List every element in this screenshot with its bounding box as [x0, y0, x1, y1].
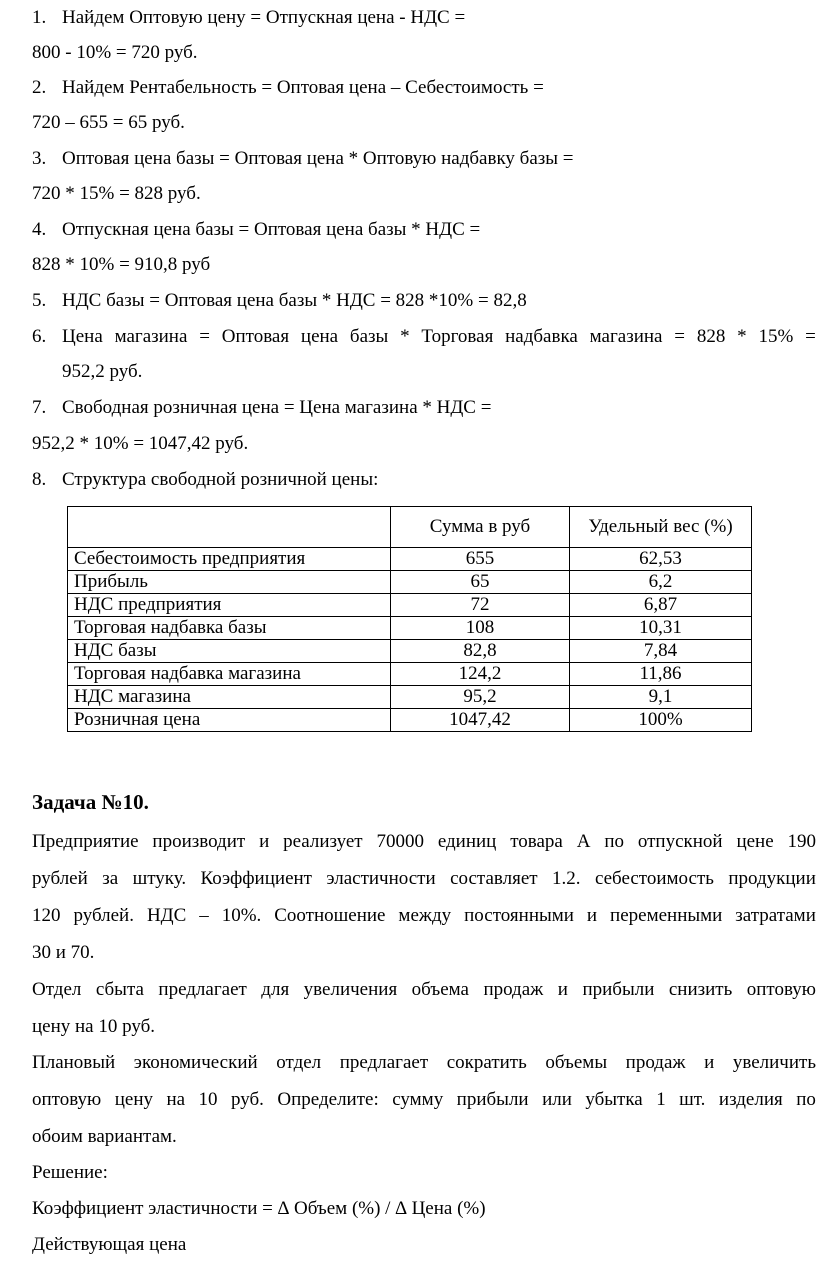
task-para2-line: Отдел сбыта предлагает для увеличения объема продаж и прибыли снизить оптовую	[32, 979, 816, 1000]
step-5	[32, 289, 527, 313]
share-cell: 7,84	[570, 640, 752, 663]
table-row	[68, 571, 752, 594]
step-4	[32, 218, 480, 242]
amount-cell: 72	[391, 594, 570, 617]
amount-cell: 108	[391, 617, 570, 640]
step-text: Структура свободной розничной цены:	[62, 469, 379, 490]
step-text: НДС базы = Оптовая цена базы * НДС = 828 *10% = 82,8	[62, 290, 527, 311]
table-row	[68, 686, 752, 709]
table-header-row	[68, 507, 752, 548]
step-7-calc: 952,2 * 10% = 1047,42 руб.	[32, 433, 249, 454]
table-row	[68, 709, 752, 732]
step-6-number: 6.	[32, 326, 47, 347]
table-row	[68, 663, 752, 686]
step-number: 3.	[32, 148, 47, 169]
step-7	[32, 396, 491, 420]
solution-label: Решение:	[32, 1162, 108, 1183]
share-cell: 11,86	[570, 663, 752, 686]
row-label-cell: Розничная цена	[68, 709, 391, 732]
step-3-calc: 720 * 15% = 828 руб.	[32, 183, 201, 204]
step-number: 8.	[32, 469, 47, 490]
task-para3-line: оптовую цену на 10 руб. Определите: сумму прибыли или убытка 1 шт. изделия по	[32, 1089, 816, 1110]
amount-cell: 655	[391, 548, 570, 571]
share-cell: 100%	[570, 709, 752, 732]
step-number: 5.	[32, 290, 47, 311]
row-label-cell: Торговая надбавка базы	[68, 617, 391, 640]
amount-cell: 1047,42	[391, 709, 570, 732]
amount-cell: 82,8	[391, 640, 570, 663]
task-para3-line: обоим вариантам.	[32, 1126, 177, 1147]
step-text: Найдем Рентабельность = Оптовая цена – Себестоимость =	[62, 77, 544, 98]
step-1-calc: 800 - 10% = 720 руб.	[32, 42, 198, 63]
table-row	[68, 594, 752, 617]
step-text: Оптовая цена базы = Оптовая цена * Оптовую надбавку базы =	[62, 148, 574, 169]
step-number: 4.	[32, 219, 47, 240]
table-row	[68, 548, 752, 571]
row-label-cell: Торговая надбавка магазина	[68, 663, 391, 686]
step-number: 1.	[32, 7, 47, 28]
step-2	[32, 76, 544, 100]
step-text: Свободная розничная цена = Цена магазина * НДС =	[62, 397, 492, 418]
step-number: 7.	[32, 397, 47, 418]
step-text: Найдем Оптовую цену = Отпускная цена - НДС =	[62, 7, 466, 28]
task-para2-line: цену на 10 руб.	[32, 1016, 156, 1037]
elasticity-formula: Коэффициент эластичности = ∆ Объем (%) / ∆ Цена (%)	[32, 1198, 486, 1219]
row-label-cell: НДС базы	[68, 640, 391, 663]
row-label-cell: НДС предприятия	[68, 594, 391, 617]
step-1	[32, 6, 465, 30]
step-text: Отпускная цена базы = Оптовая цена базы * НДС =	[62, 219, 481, 240]
row-label-cell: Прибыль	[68, 571, 391, 594]
share-cell: 6,87	[570, 594, 752, 617]
step-6-text: Цена магазина = Оптовая цена базы * Торговая надбавка магазина = 828 * 15% =	[62, 326, 816, 347]
share-cell: 9,1	[570, 686, 752, 709]
share-cell: 6,2	[570, 571, 752, 594]
step-2-calc: 720 – 655 = 65 руб.	[32, 112, 185, 133]
table-header-cell	[68, 507, 391, 548]
table-row	[68, 617, 752, 640]
table-row	[68, 640, 752, 663]
share-cell: 62,53	[570, 548, 752, 571]
step-6-cont: 952,2 руб.	[62, 361, 143, 382]
amount-cell: 124,2	[391, 663, 570, 686]
step-3	[32, 147, 574, 171]
task-title: Задача №10.	[32, 790, 149, 814]
task-para1-line: Предприятие производит и реализует 70000 единиц товара А по отпускной цене 190	[32, 831, 816, 852]
table-header-cell: Сумма в руб	[391, 507, 570, 548]
price-structure-table	[67, 506, 752, 732]
task-para1-line: рублей за штуку. Коэффициент эластичности составляет 1.2. себестоимость продукции	[32, 868, 816, 889]
step-4-calc: 828 * 10% = 910,8 руб	[32, 254, 211, 275]
amount-cell: 95,2	[391, 686, 570, 709]
share-cell: 10,31	[570, 617, 752, 640]
task-para1-line: 120 рублей. НДС – 10%. Соотношение между постоянными и переменными затратами	[32, 905, 816, 926]
step-number: 2.	[32, 77, 47, 98]
table-body	[68, 548, 752, 732]
table-header-cell: Удельный вес (%)	[570, 507, 752, 548]
task-para3-line: Плановый экономический отдел предлагает сократить объемы продаж и увеличить	[32, 1052, 816, 1073]
task-para1-line: 30 и 70.	[32, 942, 95, 963]
current-price-label: Действующая цена	[32, 1234, 187, 1255]
step-8	[32, 468, 378, 492]
row-label-cell: Себестоимость предприятия	[68, 548, 391, 571]
row-label-cell: НДС магазина	[68, 686, 391, 709]
amount-cell: 65	[391, 571, 570, 594]
